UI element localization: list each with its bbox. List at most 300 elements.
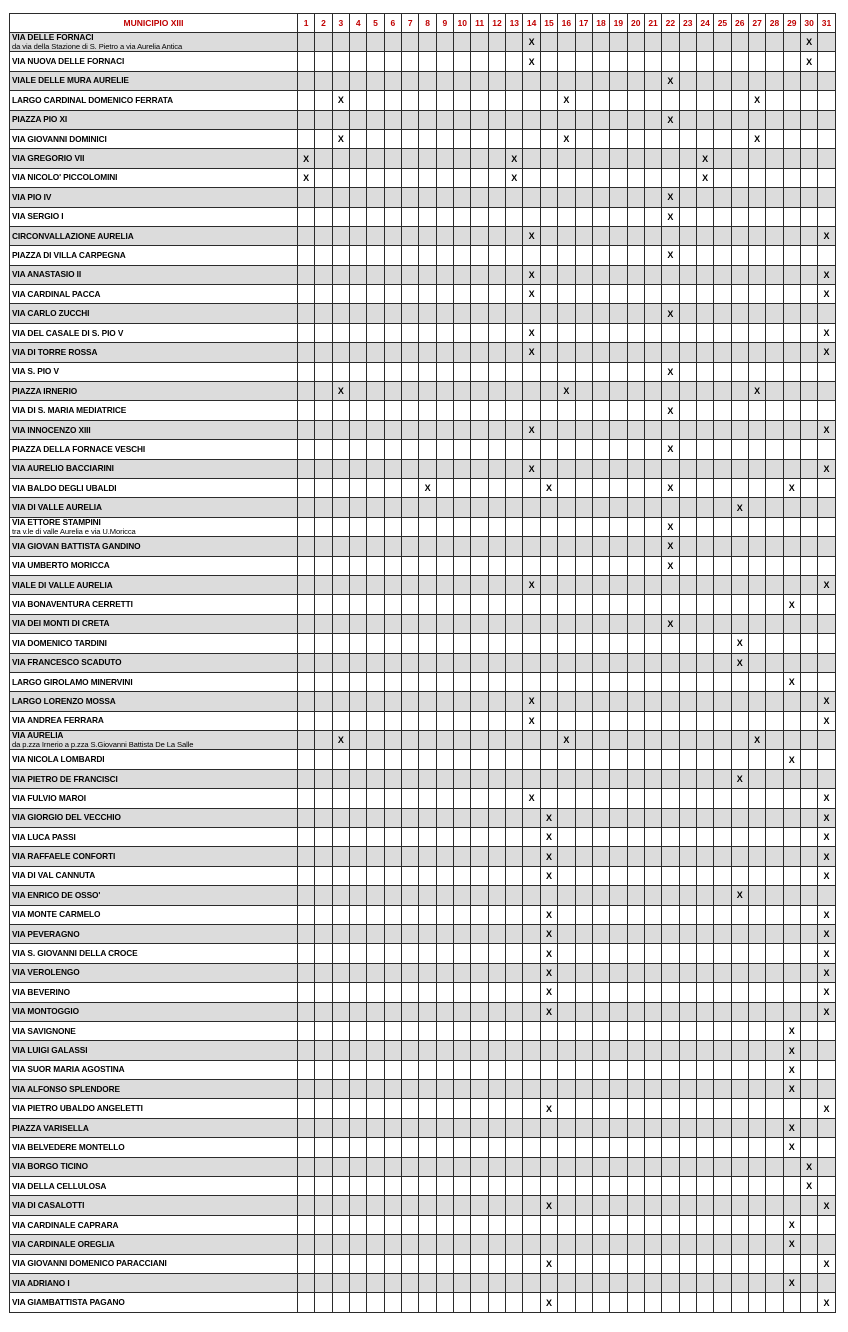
day-cell — [384, 595, 401, 614]
day-cell — [766, 789, 783, 808]
day-cell — [575, 711, 592, 730]
day-cell — [402, 401, 419, 420]
day-cell — [540, 886, 557, 905]
day-cell — [679, 711, 696, 730]
day-cell — [471, 1099, 488, 1118]
day-cell — [610, 226, 627, 245]
day-cell: X — [540, 924, 557, 943]
table-row — [10, 420, 836, 439]
day-cell — [298, 595, 315, 614]
day-cell — [575, 692, 592, 711]
day-cell — [696, 91, 713, 110]
day-cell — [766, 1215, 783, 1234]
day-cell — [592, 905, 609, 924]
day-cell — [644, 1099, 661, 1118]
day-cell — [436, 1118, 453, 1137]
day-cell — [818, 129, 835, 148]
day-cell — [436, 575, 453, 594]
street-name: VIA MONTE CARMELO — [12, 909, 101, 920]
day-cell: X — [731, 653, 748, 672]
day-cell — [419, 440, 436, 459]
day-cell — [454, 323, 471, 342]
day-cell — [471, 168, 488, 187]
day-cell — [748, 575, 765, 594]
day-cell — [350, 731, 367, 750]
day-cell — [298, 71, 315, 90]
table-row — [10, 847, 836, 866]
day-cell — [731, 226, 748, 245]
day-cell — [332, 808, 349, 827]
day-cell — [731, 188, 748, 207]
day-cell — [471, 420, 488, 439]
street-cell — [10, 129, 298, 148]
day-cell — [766, 750, 783, 769]
day-header: 3 — [332, 14, 349, 33]
day-cell: X — [696, 168, 713, 187]
day-cell — [419, 963, 436, 982]
day-cell — [419, 556, 436, 575]
day-cell — [471, 653, 488, 672]
day-cell — [402, 1099, 419, 1118]
table-row — [10, 905, 836, 924]
day-cell — [402, 1196, 419, 1215]
day-cell — [384, 905, 401, 924]
day-cell — [332, 944, 349, 963]
day-cell — [662, 420, 679, 439]
street-name: VIA ADRIANO I — [12, 1277, 70, 1288]
day-cell — [332, 304, 349, 323]
table-row — [10, 692, 836, 711]
day-cell — [350, 847, 367, 866]
day-cell — [575, 285, 592, 304]
day-cell — [506, 498, 523, 517]
day-cell — [748, 924, 765, 943]
day-cell — [575, 1293, 592, 1312]
day-cell — [766, 517, 783, 536]
day-cell — [558, 401, 575, 420]
day-cell — [662, 265, 679, 284]
day-cell — [350, 1215, 367, 1234]
day-cell — [783, 634, 800, 653]
day-cell — [350, 382, 367, 401]
day-cell — [766, 1099, 783, 1118]
day-cell — [384, 711, 401, 730]
day-cell — [800, 517, 817, 536]
day-cell — [402, 769, 419, 788]
day-cell — [298, 265, 315, 284]
street-cell — [10, 1196, 298, 1215]
day-cell — [454, 1293, 471, 1312]
day-cell — [627, 944, 644, 963]
day-cell — [315, 401, 332, 420]
day-cell — [402, 653, 419, 672]
day-cell — [575, 653, 592, 672]
day-cell — [748, 653, 765, 672]
day-cell — [679, 595, 696, 614]
day-cell — [748, 672, 765, 691]
table-row — [10, 1196, 836, 1215]
day-cell — [402, 440, 419, 459]
day-cell — [540, 672, 557, 691]
day-cell — [367, 924, 384, 943]
day-cell — [575, 71, 592, 90]
day-cell — [419, 614, 436, 633]
day-cell — [506, 1041, 523, 1060]
day-cell — [488, 808, 505, 827]
day-cell — [610, 808, 627, 827]
day-cell — [644, 168, 661, 187]
day-cell — [627, 575, 644, 594]
day-cell — [332, 1118, 349, 1137]
day-cell — [384, 963, 401, 982]
day-cell — [471, 1021, 488, 1040]
day-header: 13 — [506, 14, 523, 33]
day-cell — [662, 828, 679, 847]
street-cell — [10, 1041, 298, 1060]
day-cell: X — [818, 265, 835, 284]
day-cell — [350, 478, 367, 497]
day-cell — [315, 789, 332, 808]
day-cell: X — [662, 362, 679, 381]
day-cell — [818, 110, 835, 129]
day-cell — [766, 323, 783, 342]
day-cell — [783, 440, 800, 459]
day-cell — [748, 226, 765, 245]
day-cell — [679, 246, 696, 265]
day-cell — [818, 595, 835, 614]
day-cell: X — [818, 983, 835, 1002]
day-cell — [818, 207, 835, 226]
day-cell — [662, 808, 679, 827]
day-cell — [523, 168, 540, 187]
table-row — [10, 886, 836, 905]
day-cell — [298, 944, 315, 963]
day-cell: X — [662, 110, 679, 129]
day-cell — [367, 343, 384, 362]
day-cell — [679, 614, 696, 633]
day-cell — [471, 459, 488, 478]
day-cell — [367, 304, 384, 323]
day-cell — [488, 246, 505, 265]
day-cell — [315, 285, 332, 304]
day-cell — [818, 304, 835, 323]
day-header: 28 — [766, 14, 783, 33]
day-cell — [298, 1274, 315, 1293]
day-cell — [558, 226, 575, 245]
day-cell — [332, 614, 349, 633]
day-cell — [454, 440, 471, 459]
day-cell — [402, 478, 419, 497]
table-row — [10, 1293, 836, 1312]
day-cell — [384, 1080, 401, 1099]
day-cell — [696, 595, 713, 614]
day-cell — [350, 1080, 367, 1099]
day-cell — [315, 246, 332, 265]
day-cell — [332, 459, 349, 478]
day-cell — [488, 1080, 505, 1099]
day-cell — [540, 731, 557, 750]
day-cell — [384, 828, 401, 847]
day-cell — [436, 750, 453, 769]
day-cell — [332, 866, 349, 885]
day-cell — [384, 1254, 401, 1273]
day-cell — [436, 905, 453, 924]
day-cell — [402, 692, 419, 711]
day-cell — [558, 1196, 575, 1215]
day-cell — [800, 731, 817, 750]
day-cell — [627, 963, 644, 982]
day-cell — [696, 1177, 713, 1196]
day-cell — [679, 1235, 696, 1254]
day-cell — [506, 963, 523, 982]
day-cell — [454, 614, 471, 633]
day-cell — [488, 789, 505, 808]
day-cell — [436, 672, 453, 691]
day-cell — [696, 653, 713, 672]
day-cell — [350, 323, 367, 342]
day-cell — [644, 323, 661, 342]
day-cell — [714, 440, 731, 459]
day-cell: X — [523, 420, 540, 439]
day-cell — [471, 769, 488, 788]
day-cell — [662, 52, 679, 71]
day-cell — [696, 129, 713, 148]
street-cell — [10, 1215, 298, 1234]
day-cell — [627, 789, 644, 808]
table-row — [10, 575, 836, 594]
day-cell — [298, 498, 315, 517]
day-cell — [800, 750, 817, 769]
day-cell — [315, 1041, 332, 1060]
street-name: VIA PIETRO DE FRANCISCI — [12, 773, 118, 784]
day-cell — [298, 1196, 315, 1215]
day-cell — [488, 924, 505, 943]
day-cell — [800, 343, 817, 362]
day-cell — [523, 207, 540, 226]
day-cell: X — [818, 963, 835, 982]
day-cell — [367, 517, 384, 536]
day-cell — [402, 634, 419, 653]
day-cell — [800, 304, 817, 323]
day-cell — [558, 575, 575, 594]
day-cell — [384, 517, 401, 536]
day-cell — [402, 983, 419, 1002]
street-cell — [10, 1002, 298, 1021]
day-cell — [367, 944, 384, 963]
day-cell — [367, 1235, 384, 1254]
day-cell — [610, 420, 627, 439]
day-cell — [818, 1041, 835, 1060]
day-cell — [783, 575, 800, 594]
day-cell — [367, 149, 384, 168]
table-row — [10, 944, 836, 963]
day-cell — [610, 304, 627, 323]
day-cell — [800, 420, 817, 439]
day-cell — [384, 478, 401, 497]
day-cell — [800, 769, 817, 788]
day-cell — [436, 33, 453, 52]
day-cell — [766, 149, 783, 168]
day-cell: X — [558, 129, 575, 148]
day-cell — [627, 634, 644, 653]
day-cell — [402, 343, 419, 362]
street-name: VIA AURELIO BACCIARINI — [12, 463, 114, 474]
day-cell — [696, 828, 713, 847]
day-cell — [523, 246, 540, 265]
day-cell — [818, 750, 835, 769]
day-cell — [558, 1118, 575, 1137]
day-cell — [506, 110, 523, 129]
day-cell: X — [731, 886, 748, 905]
day-cell — [766, 1080, 783, 1099]
day-cell — [714, 1293, 731, 1312]
day-cell — [696, 517, 713, 536]
street-cell — [10, 1293, 298, 1312]
street-cell — [10, 440, 298, 459]
day-cell: X — [662, 440, 679, 459]
day-cell — [592, 285, 609, 304]
day-cell — [783, 808, 800, 827]
day-cell — [540, 556, 557, 575]
day-cell — [748, 1060, 765, 1079]
day-cell — [644, 711, 661, 730]
day-cell — [610, 71, 627, 90]
day-cell — [298, 614, 315, 633]
day-cell — [818, 1138, 835, 1157]
day-cell — [800, 847, 817, 866]
day-cell — [731, 207, 748, 226]
day-cell — [575, 828, 592, 847]
table-row — [10, 828, 836, 847]
day-cell — [662, 672, 679, 691]
day-cell — [679, 382, 696, 401]
day-cell — [367, 188, 384, 207]
day-cell — [748, 1254, 765, 1273]
day-cell — [558, 1002, 575, 1021]
day-cell — [610, 382, 627, 401]
day-cell — [766, 653, 783, 672]
day-cell — [575, 1215, 592, 1234]
day-cell — [367, 653, 384, 672]
day-cell — [644, 382, 661, 401]
street-name: VIA PEVERAGNO — [12, 928, 80, 939]
day-cell — [696, 246, 713, 265]
day-cell — [575, 1235, 592, 1254]
day-cell — [419, 769, 436, 788]
day-cell — [662, 343, 679, 362]
day-cell — [731, 420, 748, 439]
day-cell — [436, 924, 453, 943]
day-cell — [315, 1060, 332, 1079]
day-cell — [523, 188, 540, 207]
day-cell — [558, 110, 575, 129]
day-cell — [419, 1002, 436, 1021]
day-cell — [575, 246, 592, 265]
day-cell — [454, 808, 471, 827]
day-cell — [298, 1060, 315, 1079]
day-cell — [332, 285, 349, 304]
day-cell — [679, 1118, 696, 1137]
day-cell — [679, 537, 696, 556]
day-cell — [662, 983, 679, 1002]
day-cell — [818, 91, 835, 110]
day-cell — [592, 188, 609, 207]
day-cell — [575, 789, 592, 808]
day-cell — [332, 1002, 349, 1021]
day-cell — [454, 711, 471, 730]
day-cell — [800, 1099, 817, 1118]
day-cell — [748, 808, 765, 827]
day-cell — [540, 343, 557, 362]
day-cell — [488, 459, 505, 478]
day-cell — [402, 420, 419, 439]
day-cell — [454, 1138, 471, 1157]
day-cell — [575, 1002, 592, 1021]
day-cell — [818, 71, 835, 90]
day-cell — [818, 33, 835, 52]
day-cell — [766, 634, 783, 653]
day-cell: X — [783, 478, 800, 497]
day-cell — [714, 1118, 731, 1137]
day-cell: X — [783, 1041, 800, 1060]
day-cell — [540, 769, 557, 788]
day-cell — [644, 188, 661, 207]
day-cell — [731, 323, 748, 342]
day-cell — [627, 1060, 644, 1079]
day-cell — [679, 963, 696, 982]
day-cell — [818, 1274, 835, 1293]
day-cell — [315, 1196, 332, 1215]
day-cell — [298, 1157, 315, 1176]
day-cell — [558, 1274, 575, 1293]
day-cell — [610, 149, 627, 168]
day-cell — [402, 1021, 419, 1040]
day-cell — [488, 866, 505, 885]
day-cell — [471, 265, 488, 284]
day-cell — [679, 828, 696, 847]
day-cell — [315, 304, 332, 323]
day-cell — [731, 1196, 748, 1215]
street-cell — [10, 110, 298, 129]
day-cell — [488, 750, 505, 769]
day-cell — [679, 188, 696, 207]
day-cell: X — [332, 382, 349, 401]
day-cell — [506, 382, 523, 401]
day-cell — [818, 769, 835, 788]
day-cell — [575, 362, 592, 381]
day-cell — [332, 634, 349, 653]
street-cell — [10, 323, 298, 342]
day-cell — [696, 963, 713, 982]
day-cell — [523, 149, 540, 168]
day-cell — [419, 1293, 436, 1312]
day-cell — [367, 595, 384, 614]
day-cell — [523, 1041, 540, 1060]
day-cell — [384, 847, 401, 866]
day-cell — [714, 808, 731, 827]
day-cell — [731, 595, 748, 614]
day-cell — [298, 91, 315, 110]
day-cell — [350, 672, 367, 691]
day-cell — [610, 731, 627, 750]
day-cell — [696, 886, 713, 905]
day-cell — [627, 731, 644, 750]
day-cell — [384, 1293, 401, 1312]
day-cell — [783, 1099, 800, 1118]
day-cell — [367, 808, 384, 827]
day-cell — [800, 672, 817, 691]
day-cell — [436, 52, 453, 71]
